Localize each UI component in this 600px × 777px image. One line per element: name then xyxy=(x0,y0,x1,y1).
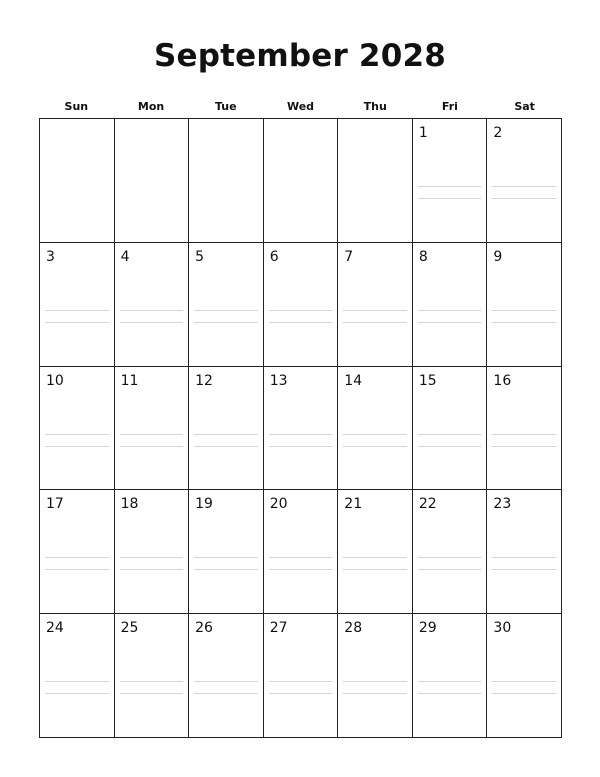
day-cell xyxy=(487,614,562,738)
note-line xyxy=(269,310,333,311)
note-line xyxy=(45,322,109,323)
day-cell xyxy=(264,614,339,738)
day-cell xyxy=(115,243,190,367)
weekday-label: Fri xyxy=(441,100,458,113)
note-line xyxy=(418,434,482,435)
note-line xyxy=(492,693,556,694)
note-line xyxy=(269,557,333,558)
note-line xyxy=(120,322,184,323)
day-cell xyxy=(487,119,562,243)
note-line xyxy=(120,310,184,311)
note-line xyxy=(492,186,556,187)
day-cell xyxy=(40,490,115,614)
weekday-label: Wed xyxy=(286,100,315,113)
note-line xyxy=(120,693,184,694)
note-line xyxy=(194,569,258,570)
note-line xyxy=(269,693,333,694)
empty-day-cell xyxy=(115,119,190,243)
day-cell xyxy=(40,243,115,367)
day-cell xyxy=(413,243,488,367)
day-cell xyxy=(189,243,264,367)
note-line xyxy=(418,569,482,570)
day-cell xyxy=(338,367,413,491)
day-number: 15 xyxy=(418,372,437,389)
day-cell xyxy=(189,614,264,738)
day-cell xyxy=(487,243,562,367)
day-cell xyxy=(264,243,339,367)
note-line xyxy=(120,446,184,447)
note-line xyxy=(343,681,407,682)
note-line xyxy=(194,446,258,447)
day-number: 16 xyxy=(493,372,512,389)
day-cell xyxy=(487,490,562,614)
day-number: 11 xyxy=(120,372,139,389)
weekday-label: Sun xyxy=(64,100,89,113)
note-line xyxy=(492,434,556,435)
note-line xyxy=(418,446,482,447)
note-line xyxy=(45,693,109,694)
day-cell xyxy=(338,490,413,614)
note-line xyxy=(418,198,482,199)
day-cell xyxy=(338,614,413,738)
note-line xyxy=(492,322,556,323)
note-line xyxy=(418,693,482,694)
day-cell xyxy=(413,119,488,243)
empty-day-cell xyxy=(189,119,264,243)
weekday-header-row xyxy=(39,99,562,115)
calendar-grid xyxy=(39,118,562,738)
note-line xyxy=(492,446,556,447)
day-cell xyxy=(413,614,488,738)
note-line xyxy=(45,434,109,435)
day-number: 10 xyxy=(46,372,64,389)
note-line xyxy=(343,569,407,570)
day-number: 7 xyxy=(344,248,354,265)
day-number: 28 xyxy=(344,620,363,637)
day-number: 5 xyxy=(195,248,205,265)
note-line xyxy=(343,557,407,558)
note-line xyxy=(492,557,556,558)
day-number: 6 xyxy=(269,248,279,265)
day-cell xyxy=(189,367,264,491)
note-line xyxy=(45,446,109,447)
note-line xyxy=(492,198,556,199)
note-line xyxy=(492,681,556,682)
day-cell xyxy=(264,367,339,491)
note-line xyxy=(45,310,109,311)
day-cell xyxy=(487,367,562,491)
day-cell xyxy=(264,490,339,614)
note-line xyxy=(120,557,184,558)
day-number: 4 xyxy=(120,248,130,265)
day-cell xyxy=(115,367,190,491)
note-line xyxy=(120,681,184,682)
day-number: 30 xyxy=(493,620,512,637)
day-number: 8 xyxy=(418,248,428,265)
day-number: 19 xyxy=(195,496,213,513)
note-line xyxy=(418,186,482,187)
day-number: 14 xyxy=(344,372,363,389)
day-number: 21 xyxy=(344,496,363,513)
day-number: 20 xyxy=(269,496,288,513)
note-line xyxy=(194,557,258,558)
note-line xyxy=(194,322,258,323)
day-number: 9 xyxy=(493,248,503,265)
day-number: 26 xyxy=(195,620,213,637)
note-line xyxy=(343,310,407,311)
note-line xyxy=(120,434,184,435)
note-line xyxy=(343,693,407,694)
note-line xyxy=(269,681,333,682)
day-number: 18 xyxy=(120,496,139,513)
note-line xyxy=(194,681,258,682)
day-number: 23 xyxy=(493,496,512,513)
day-cell xyxy=(338,243,413,367)
day-number: 1 xyxy=(418,125,428,141)
day-number: 13 xyxy=(269,372,288,389)
note-line xyxy=(418,322,482,323)
day-cell xyxy=(413,490,488,614)
day-number: 27 xyxy=(269,620,288,637)
note-line xyxy=(194,310,258,311)
note-line xyxy=(194,693,258,694)
note-line xyxy=(120,569,184,570)
note-line xyxy=(194,434,258,435)
note-line xyxy=(343,322,407,323)
empty-day-cell xyxy=(40,119,115,243)
note-line xyxy=(45,557,109,558)
note-line xyxy=(45,569,109,570)
day-cell xyxy=(413,367,488,491)
empty-day-cell xyxy=(338,119,413,243)
day-number: 12 xyxy=(195,372,213,389)
weekday-label: Mon xyxy=(137,100,165,113)
note-line xyxy=(269,569,333,570)
day-number: 3 xyxy=(46,248,55,265)
day-cell xyxy=(40,367,115,491)
day-number: 24 xyxy=(46,620,64,637)
weekday-label: Thu xyxy=(363,100,387,113)
day-number: 22 xyxy=(418,496,437,513)
note-line xyxy=(492,310,556,311)
note-line xyxy=(418,557,482,558)
day-cell xyxy=(40,614,115,738)
note-line xyxy=(45,681,109,682)
weekday-label: Sat xyxy=(514,100,535,113)
day-number: 29 xyxy=(418,620,437,637)
note-line xyxy=(492,569,556,570)
day-number: 2 xyxy=(493,125,503,141)
day-cell xyxy=(115,614,190,738)
note-line xyxy=(418,681,482,682)
day-cell xyxy=(115,490,190,614)
day-number: 17 xyxy=(46,496,64,513)
note-line xyxy=(269,322,333,323)
note-line xyxy=(343,446,407,447)
calendar-title: September 2028 xyxy=(153,38,447,74)
weekday-label: Tue xyxy=(214,100,237,113)
day-cell xyxy=(189,490,264,614)
note-line xyxy=(269,446,333,447)
day-number: 25 xyxy=(120,620,139,637)
note-line xyxy=(343,434,407,435)
note-line xyxy=(269,434,333,435)
note-line xyxy=(418,310,482,311)
empty-day-cell xyxy=(264,119,339,243)
